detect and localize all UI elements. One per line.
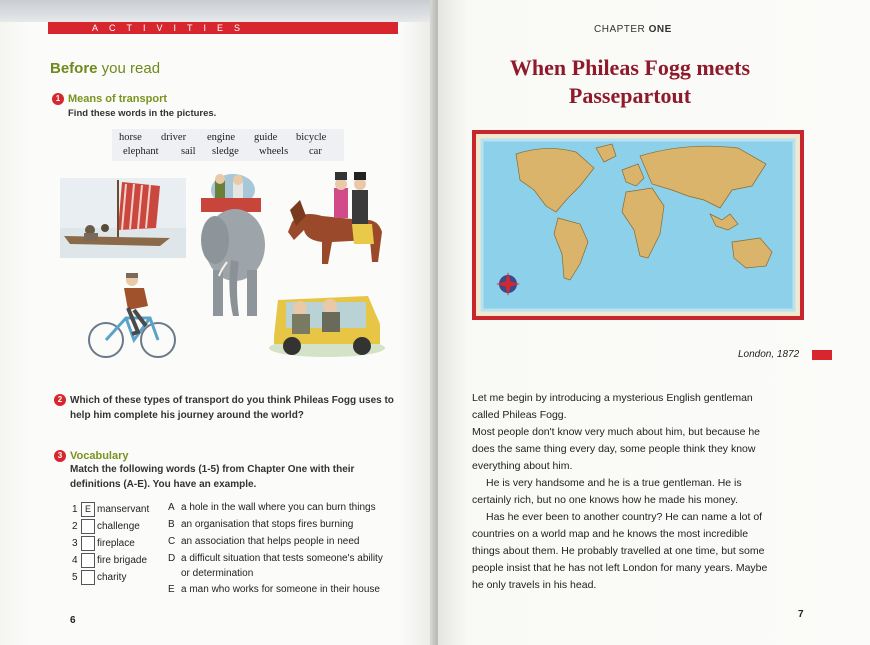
answer-box[interactable] [81, 553, 95, 568]
section-2-question: 2 Which of these types of transport do you think Phileas Fogg uses to help him complete his journey around the world? [54, 393, 394, 423]
elephant-picture [193, 170, 273, 322]
place-date: London, 1872 [738, 349, 800, 360]
paragraph: Let me begin by introducing a mysterious English gentleman called Phileas Fogg. Most people don't know very much about him, but because he does the same thing every day, some people think they know everything about him. He is very handsome and he is a true gentleman. He is certainly rich, but no one knows how he made his money. Has he ever been to another country? He can name a lot of countries on a world map and he knows the most incredible things about them. He probably travelled at one time, but some people insist that he has not left London for many years. Maybe he only travels in his head. [472, 392, 768, 591]
definition-item: or determination [181, 568, 254, 579]
word-item: engine [207, 132, 235, 143]
section-3-instruction: Match the following words (1-5) from Chapter One with their definitions (A-E). You have an example. [70, 464, 355, 490]
chapter-label: CHAPTER ONE [594, 24, 672, 35]
word-item: elephant [123, 146, 159, 157]
definition-item: D a difficult situation that tests someone's ability [168, 553, 383, 564]
answer-box[interactable]: E [81, 502, 95, 517]
word-item: guide [254, 132, 278, 143]
section-1-instruction: Find these words in the pictures. [68, 108, 217, 119]
section-number-badge: 1 [52, 93, 64, 105]
word-item: bicycle [296, 132, 327, 143]
word-item: car [309, 146, 322, 157]
definition-item: B an organisation that stops fires burning [168, 519, 354, 530]
activities-banner: ACTIVITIES [48, 22, 398, 34]
world-map [476, 134, 800, 316]
horse-picture [282, 170, 394, 268]
word-item: horse [119, 132, 142, 143]
world-map-illustration [476, 134, 800, 316]
definition-item: C an association that helps people in need [168, 536, 360, 547]
definition-item: A a hole in the wall where you can burn things [168, 502, 376, 513]
left-page: ACTIVITIES Before you read 1 Means of transport Find these words in the pictures. horse driver engine guide bicycle elephant sail sledge wheels car 2 Which of these types of transport do you think Phileas Fogg uses to help him complete his journey around the world? 3 Vocabulary Match the following words (1-5) from Chapter One with their definitions (A-E). You have an example. 1 E manservant 2 challenge 3 fireplace 4 fire brigade 5 charity A a hole in the wall where you can burn things B an organisation that stops fires burning C an association that helps people in need D a difficult situation that tests someone's ability or determination E a man who works for someone in their house 6 [0, 0, 436, 645]
section-number-badge: 2 [54, 394, 66, 406]
word-item: sledge [212, 146, 239, 157]
chapter-title: When Phileas Fogg meets Passepartout [509, 55, 751, 108]
bicycle-picture [86, 272, 178, 362]
word-item: wheels [259, 146, 289, 157]
section-1-title: 1 Means of transport [52, 93, 167, 105]
word-list-box [112, 129, 344, 161]
answer-box[interactable] [81, 519, 95, 534]
definition-item: E a man who works for someone in their house [168, 584, 380, 595]
answer-box[interactable] [81, 570, 95, 585]
audio-book-icon [812, 350, 832, 360]
before-you-read-heading: Before you read [50, 60, 161, 77]
car-picture [268, 284, 386, 358]
page-number: 6 [70, 615, 76, 626]
word-item: driver [161, 132, 187, 143]
page-top-strip [0, 0, 436, 22]
sail-sledge-picture [60, 178, 186, 258]
section-3-title: 3 Vocabulary [54, 450, 129, 462]
word-item: sail [181, 146, 196, 157]
section-number-badge: 3 [54, 450, 66, 462]
page-number: 7 [798, 609, 804, 620]
world-map-frame [472, 130, 804, 320]
answer-box[interactable] [81, 536, 95, 551]
